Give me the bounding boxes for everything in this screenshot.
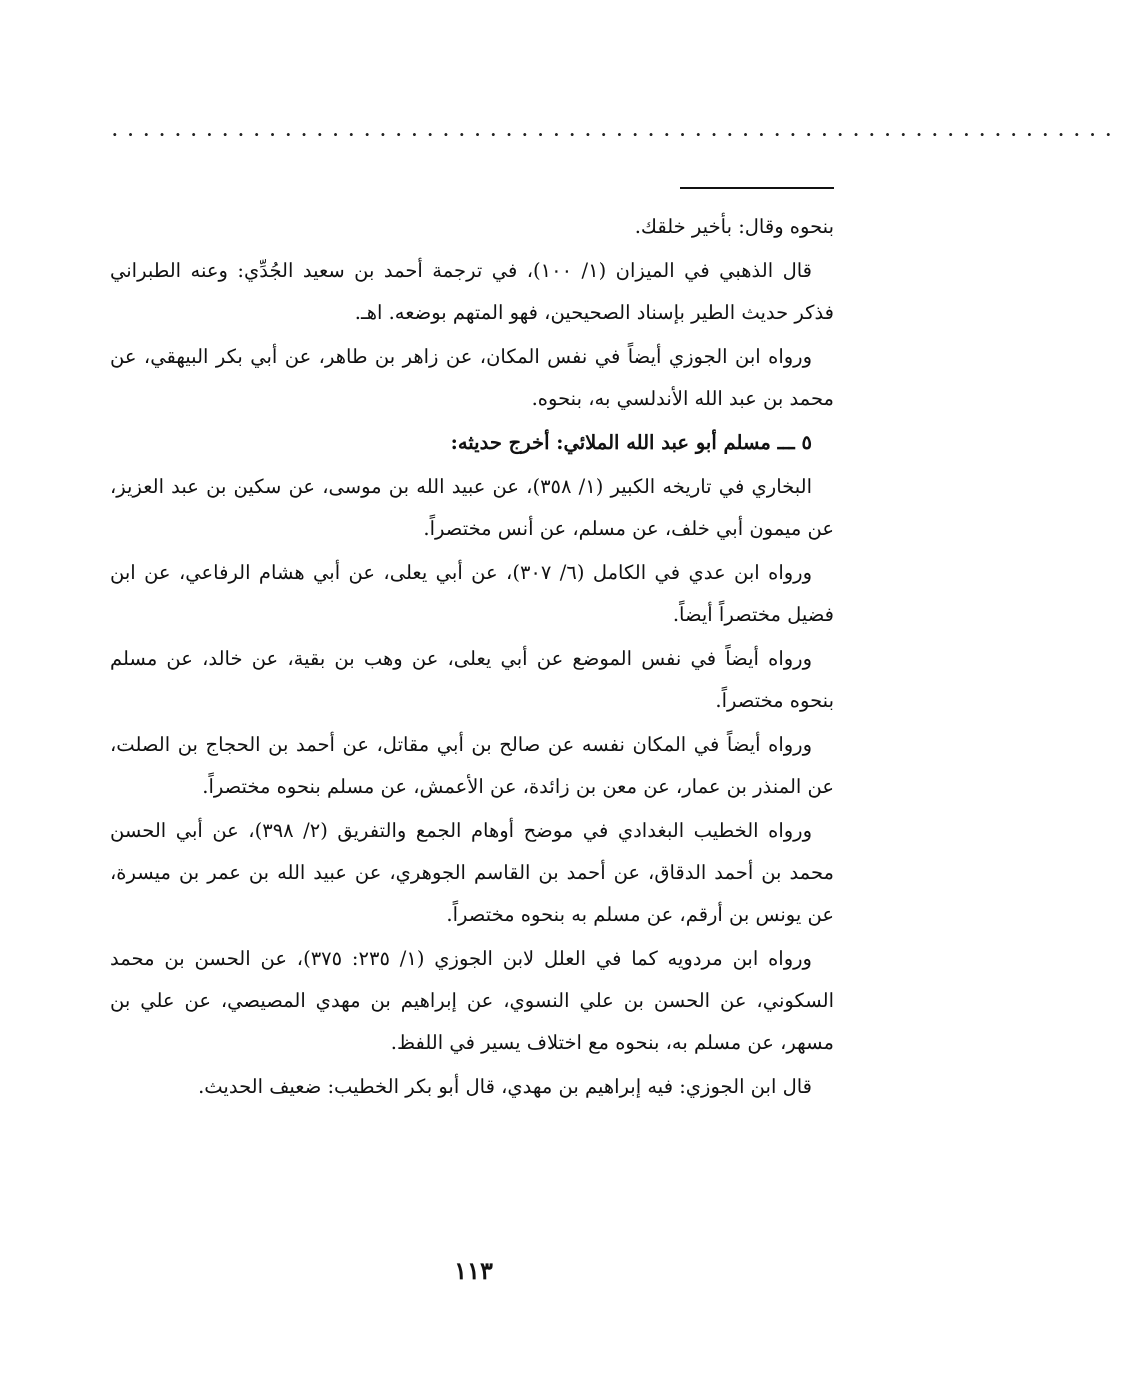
paragraph: ورواه أيضاً في نفس الموضع عن أبي يعلى، عن وهب بن بقية، عن خالد، عن مسلم بنحوه مختصراً. xyxy=(110,647,834,712)
footnote-text xyxy=(110,206,834,1110)
paragraph: قال الذهبي في الميزان (١/ ١٠٠)، في ترجمة أحمد بن سعيد الجُدِّي: وعنه الطبراني فذكر حديث الطير بإسناد الصحيحين، فهو المتهم بوضعه. اهـ. xyxy=(110,259,834,324)
paragraph: ورواه أيضاً في المكان نفسه عن صالح بن أبي مقاتل، عن أحمد بن الحجاج بن الصلت، عن المنذر بن عمار، عن معن بن زائدة، عن الأعمش، عن مسلم بنحوه مختصراً. xyxy=(110,733,834,798)
paragraph: ورواه ابن عدي في الكامل (٦/ ٣٠٧)، عن أبي يعلى، عن أبي هشام الرفاعي، عن ابن فضيل مختصراً أيضاً. xyxy=(110,561,834,626)
dotted-separator: ................................................................ xyxy=(112,121,1121,140)
paragraph: البخاري في تاريخه الكبير (١/ ٣٥٨)، عن عبيد الله بن موسى، عن سكين بن عبد العزيز، عن ميمون أبي خلف، عن مسلم، عن أنس مختصراً. xyxy=(110,475,834,540)
page-number: ١١٣ xyxy=(454,1256,493,1285)
paragraph: قال ابن الجوزي: فيه إبراهيم بن مهدي، قال أبو بكر الخطيب: ضعيف الحديث. xyxy=(198,1075,812,1098)
footnote-rule xyxy=(680,187,834,189)
paragraph: ورواه ابن الجوزي أيضاً في نفس المكان، عن زاهر بن طاهر، عن أبي بكر البيهقي، عن محمد بن عبد الله الأندلسي به، بنحوه. xyxy=(110,345,834,410)
paragraph: ورواه الخطيب البغدادي في موضح أوهام الجمع والتفريق (٢/ ٣٩٨)، عن أبي الحسن محمد بن أحمد الدقاق، عن أحمد بن القاسم الجوهري، عن عبيد الله بن عمر بن ميسرة، عن يونس بن أرقم، عن مسلم به بنحوه مختصراً. xyxy=(110,819,834,926)
section-heading: ٥ ـــ مسلم أبو عبد الله الملائي: أخرج حديثه: xyxy=(450,431,812,454)
paragraph: ورواه ابن مردويه كما في العلل لابن الجوزي (١/ ٢٣٥: ٣٧٥)، عن الحسن بن محمد السكوني، عن الحسن بن علي النسوي، عن إبراهيم بن مهدي المصيصي، عن علي بن مسهر، عن مسلم به، بنحوه مع اختلاف يسير في اللفظ. xyxy=(110,947,834,1054)
paragraph-continuation: بنحوه وقال: بأخير خلقك. xyxy=(634,215,834,238)
